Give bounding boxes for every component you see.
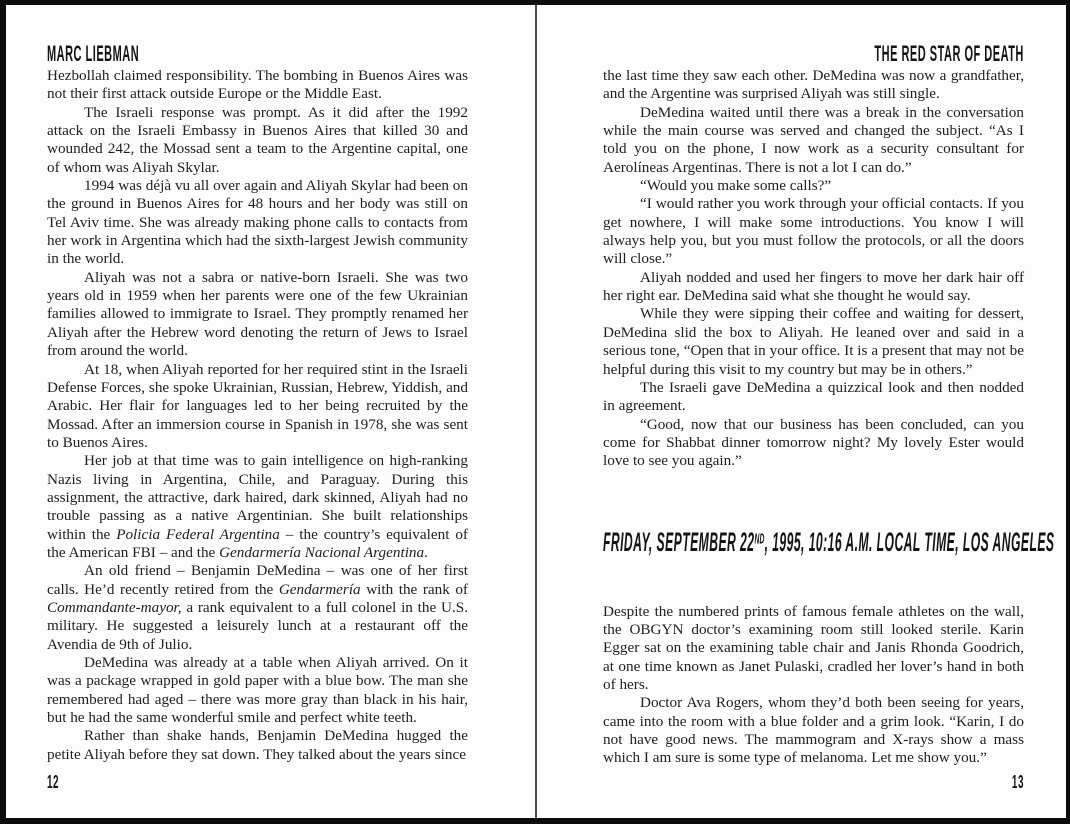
text-run: Doctor Ava Rogers, whom they’d both been seeing for years, came into the room with a blue folder and a grim look. “Karin, I do not have good news. The mammogram and X-rays show a mass which I am sure is some type of melanoma. Let me show you.” bbox=[603, 694, 1024, 767]
paragraph bbox=[47, 562, 468, 654]
running-header-title-text: THE RED STAR OF DEATH bbox=[874, 41, 1024, 66]
page-spread-surface bbox=[6, 5, 1066, 818]
text-run: Hezbollah claimed responsibility. The bombing in Buenos Aires was not their first attack outside Europe or the Middle East. bbox=[47, 67, 468, 103]
text-run-italic: Policia Federal Argentina bbox=[116, 525, 280, 543]
scene-heading-run: FRIDAY, SEPTEMBER 22 bbox=[603, 526, 755, 557]
page-number-right bbox=[1002, 772, 1024, 792]
text-run: An old friend – Benjamin DeMedina – was one of her first calls. He’d recently retired from the bbox=[47, 562, 468, 598]
page-right-section-1 bbox=[603, 67, 1024, 471]
paragraph bbox=[603, 269, 1024, 306]
paragraph bbox=[603, 379, 1024, 416]
page-left-body bbox=[47, 67, 468, 764]
paragraph bbox=[47, 727, 468, 764]
text-run: 1994 was déjà vu all over again and Aliyah Skylar had been on the ground in Buenos Aires for 48 hours and her body was still on Tel Aviv time. She was already making phone calls to contacts from her work in Argentina which had the sixth-largest Jewish community in the world. bbox=[47, 177, 468, 268]
page-right bbox=[537, 5, 1066, 818]
text-run: – the country’s equivalent of the American FBI – and the bbox=[47, 525, 468, 561]
paragraph bbox=[47, 67, 468, 104]
scene-heading bbox=[603, 526, 1055, 557]
paragraph bbox=[603, 694, 1024, 767]
page-right-section-2 bbox=[603, 603, 1024, 768]
scene-heading-run: , 1995, 10:16 A.M. LOCAL TIME, LOS ANGELES bbox=[764, 526, 1055, 557]
running-header-author-text: MARC LIEBMAN bbox=[47, 41, 140, 66]
text-run: Aliyah nodded and used her fingers to move her dark hair off her right ear. DeMedina said what she thought he would say. bbox=[603, 268, 1024, 305]
paragraph bbox=[603, 104, 1024, 177]
text-run: Aliyah was not a sabra or native-born Israeli. She was two years old in 1959 when her parents were one of the few Ukrainian families allowed to immigrate to Israel. They promptly renamed her Aliyah after the Hebrew word denoting the return of Jews to Israel from around the world. bbox=[47, 268, 468, 360]
text-run: The Israeli gave DeMedina a quizzical look and then nodded in agreement. bbox=[603, 378, 1024, 415]
running-header-author bbox=[47, 41, 493, 66]
paragraph bbox=[47, 452, 468, 562]
text-run: “Would you make some calls?” bbox=[640, 177, 832, 195]
text-run: the last time they saw each other. DeMedina was now a grandfather, and the Argentine was surprised Aliyah was still single. bbox=[603, 67, 1024, 103]
text-run: . bbox=[424, 543, 428, 561]
text-run: Despite the numbered prints of famous female athletes on the wall, the OBGYN doctor’s examining room still looked sterile. Karin Egger sat on the examining table chair and Janis Rhonda Goodrich, at one time known as Janet Pulaski, cradled her lover’s hand in both of hers. bbox=[603, 602, 1024, 693]
text-run: While they were sipping their coffee and waiting for dessert, DeMedina slid the box to Aliyah. He leaned over and said in a serious tone, “Open that in your office. It is a present that may not be helpful during this visit to my country but may be in others.” bbox=[603, 305, 1024, 378]
page-right-body bbox=[603, 67, 1055, 768]
text-run: The Israeli response was prompt. As it did after the 1992 attack on the Israeli Embassy in Buenos Aires that killed 30 and wounded 242, the Mossad sent a team to the Argentine capital, one of whom was Aliyah Skylar. bbox=[47, 103, 468, 176]
text-run: DeMedina was already at a table when Aliyah arrived. On it was a package wrapped in gold paper with a blue bow. The man she remembered had aged – there was more gray than black in his hair, but he had the same wonderful smile and perfect white teeth. bbox=[47, 654, 468, 727]
paragraph bbox=[603, 603, 1024, 695]
text-run-italic: Commandante-mayor, bbox=[47, 598, 182, 616]
paragraph bbox=[47, 104, 468, 177]
paragraph bbox=[603, 195, 1024, 268]
text-run: a rank equivalent to a full colonel in the U.S. military. He suggested a leisurely lunch at a restaurant off the Avendia de 9th of Julio. bbox=[47, 598, 468, 653]
paragraph bbox=[603, 177, 1024, 195]
page-number-left bbox=[47, 772, 69, 792]
text-run: “I would rather you work through your official contacts. If you get nowhere, I will make some introductions. You know I will always help you, but you must follow the protocols, or all the doors will close.” bbox=[603, 195, 1024, 268]
paragraph bbox=[603, 67, 1024, 104]
paragraph bbox=[47, 361, 468, 453]
paragraph bbox=[603, 416, 1024, 471]
text-run: At 18, when Aliyah reported for her required stint in the Israeli Defense Forces, she spoke Ukrainian, Russian, Hebrew, Yiddish, and Arabic. Her flair for languages led to her being recruited by the Mossad. After an immersion course in Spanish in 1978, she was sent to Buenos Aires. bbox=[47, 360, 468, 451]
page-left bbox=[6, 5, 535, 818]
page-number-left-text: 12 bbox=[47, 772, 60, 792]
text-run: Rather than shake hands, Benjamin DeMedina hugged the petite Aliyah before they sat down. They talked about the years since bbox=[47, 727, 468, 763]
scene-heading-text bbox=[603, 526, 1055, 557]
text-run: DeMedina waited until there was a break in the conversation while the main course was served and changed the subject. “As I told you on the phone, I now work as a security consultant for Aerolíneas Argentinas. There is not a lot I can do.” bbox=[603, 103, 1024, 176]
text-run: “Good, now that our business has been concluded, can you come for Shabbat dinner tomorrow night? My lovely Ester would love to see you again.” bbox=[603, 415, 1024, 470]
paragraph bbox=[47, 654, 468, 727]
text-run-italic: Gendarmería Nacional Argentina bbox=[219, 543, 425, 561]
running-header-title bbox=[578, 41, 1024, 66]
paragraph bbox=[603, 305, 1024, 378]
page-number-right-text: 13 bbox=[1011, 772, 1024, 792]
paragraph bbox=[47, 269, 468, 361]
paragraph bbox=[47, 177, 468, 269]
scene-heading-ordinal-superscript: ND bbox=[754, 531, 765, 548]
text-run: with the rank of bbox=[360, 580, 468, 598]
text-run-italic: Gendarmería bbox=[278, 580, 361, 598]
text-run: Her job at that time was to gain intelligence on high-ranking Nazis living in Argentina, Chile, and Paraguay. During this assignment, the attractive, dark haired, dark skinned, Aliyah had no trouble passing as a native Argentinian. She built relationships within the bbox=[47, 452, 468, 543]
